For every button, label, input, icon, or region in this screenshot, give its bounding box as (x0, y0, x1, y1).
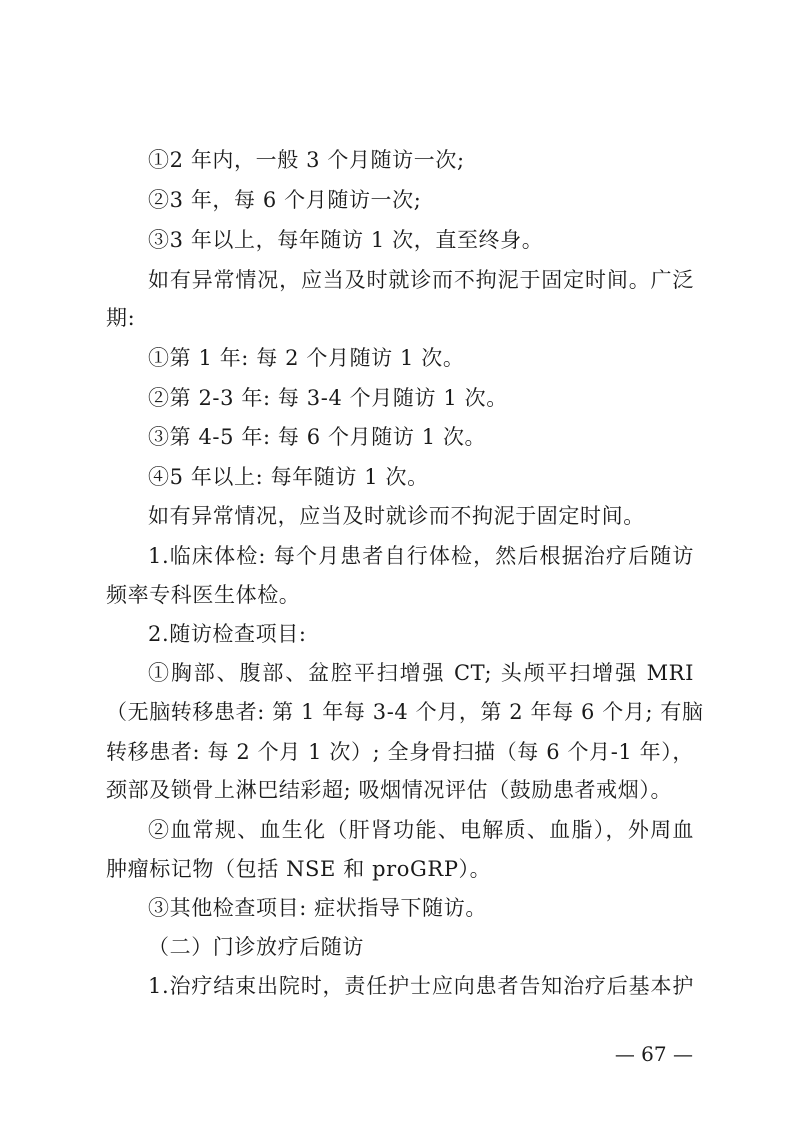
blood-test-item-line-2: 肿瘤标记物（包括 NSE 和 proGRP）。 (106, 857, 492, 881)
imaging-item-line-4: 颈部及锁骨上淋巴结彩超; 吸烟情况评估（鼓励患者戒烟）。 (106, 778, 673, 802)
followup-year-3: ②3 年，每 6 个月随访一次; (148, 188, 422, 212)
extensive-year-1: ①第 1 年: 每 2 个月随访 1 次。 (148, 346, 465, 370)
imaging-item: ①胸部、腹部、盆腔平扫增强 CT; 头颅平扫增强 MRI (148, 661, 694, 685)
followup-exam-items-heading: 2.随访检查项目: (148, 622, 307, 646)
discharge-instruction: 1.治疗结束出院时，责任护士应向患者告知治疗后基本护 (148, 974, 694, 998)
section-heading-outpatient-radiotherapy: （二）门诊放疗后随访 (148, 935, 364, 959)
extensive-over-5-years: ④5 年以上: 每年随访 1 次。 (148, 465, 429, 489)
extensive-year-2-3: ②第 2-3 年: 每 3-4 个月随访 1 次。 (148, 386, 508, 410)
abnormal-note-extensive: 如有异常情况，应当及时就诊而不拘泥于固定时间。广泛 (148, 268, 694, 292)
page-number: — 67 — (614, 1042, 693, 1066)
imaging-item-line-3: 转移患者: 每 2 个月 1 次）; 全身骨扫描（每 6 个月-1 年）， (106, 740, 694, 764)
clinical-exam-continued: 频率专科医生体检。 (106, 583, 301, 607)
followup-after-3-years: ③3 年以上，每年随访 1 次，直至终身。 (148, 228, 544, 252)
imaging-item-line-2: （无脑转移患者: 第 1 年每 3-4 个月，第 2 年每 6 个月; 有脑 (106, 700, 704, 724)
clinical-exam-item: 1.临床体检: 每个月患者自行体检，然后根据治疗后随访 (148, 544, 694, 568)
extensive-year-4-5: ③第 4-5 年: 每 6 个月随访 1 次。 (148, 425, 487, 449)
other-exam-item: ③其他检查项目: 症状指导下随访。 (148, 896, 487, 920)
abnormal-note: 如有异常情况，应当及时就诊而不拘泥于固定时间。 (148, 504, 645, 528)
extensive-stage-label: 期: (106, 306, 136, 330)
blood-test-item: ②血常规、血生化（肝肾功能、电解质、血脂），外周血 (148, 818, 694, 842)
followup-within-2-years: ①2 年内，一般 3 个月随访一次; (148, 148, 465, 172)
